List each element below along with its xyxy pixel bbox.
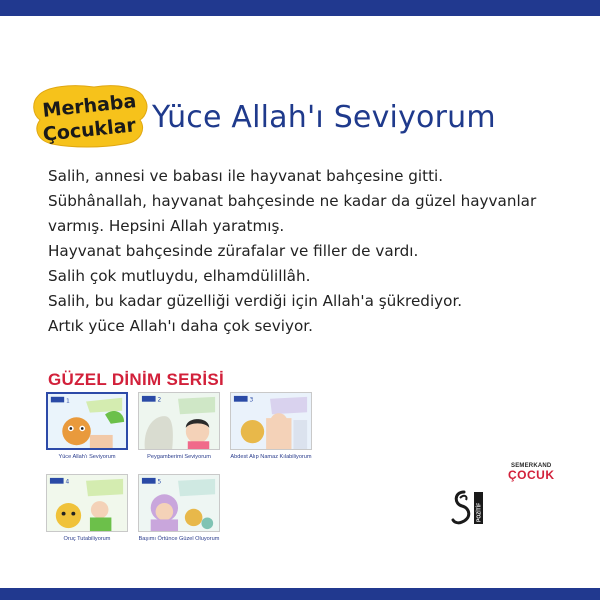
book-card-3[interactable] <box>230 392 312 460</box>
book-card-4[interactable] <box>46 474 128 542</box>
book-number: 2 <box>157 397 162 404</box>
book-cover <box>138 392 220 450</box>
book-title: Abdest Alıp Namaz Kılabiliyorum <box>230 454 312 460</box>
book-cover <box>46 474 128 532</box>
book-number: 1 <box>66 398 70 405</box>
bottom-band <box>0 588 600 600</box>
badge-line-1: Merhaba <box>41 90 138 122</box>
publisher-logo-text: POZİTİF <box>476 502 483 522</box>
book-cover <box>230 392 312 450</box>
book-title: Peygamberimi Seviyorum <box>147 454 211 460</box>
book-number: 3 <box>249 397 254 404</box>
book-title: Oruç Tutabiliyorum <box>63 536 111 542</box>
book-cover <box>138 474 220 532</box>
brand-line-1: SEMERKAND <box>511 463 552 469</box>
publisher-logo <box>450 488 490 528</box>
book-number: 4 <box>65 479 70 486</box>
brand-line-2: ÇOCUK <box>508 468 555 482</box>
book-series-grid <box>44 392 324 557</box>
story-line: Salih çok mutluydu, elhamdülillâh. <box>48 267 311 285</box>
top-band <box>0 0 600 16</box>
merhaba-cocuklar-badge <box>32 82 150 150</box>
book-title: Yüce Allah'ı Seviyorum <box>58 454 116 460</box>
story-line: Salih, annesi ve babası ile hayvanat bahçesine gitti. <box>48 167 444 185</box>
story-line: Artık yüce Allah'ı daha çok seviyor. <box>48 317 313 335</box>
book-card-1[interactable] <box>46 392 128 460</box>
story-text <box>48 166 578 341</box>
story-line: Salih, bu kadar güzelliği verdiği için Allah'a şükrediyor. <box>48 292 463 310</box>
book-card-5[interactable] <box>138 474 220 542</box>
series-title: GÜZEL DİNİM SERİSİ <box>48 370 225 389</box>
story-line: varmış. Hepsini Allah yaratmış. <box>48 217 285 235</box>
story-line: Hayvanat bahçesinde zürafalar ve filler de vardı. <box>48 242 419 260</box>
page-title: Yüce Allah'ı Seviyorum <box>152 100 496 135</box>
book-number: 5 <box>157 479 162 486</box>
badge-line-2: Çocuklar <box>41 114 137 146</box>
story-line: Sübhânallah, hayvanat bahçesinde ne kadar da güzel hayvanlar <box>48 192 537 210</box>
semerkand-cocuk-logo <box>508 463 555 481</box>
book-title: Başımı Örtünce Güzel Oluyorum <box>138 536 220 542</box>
book-cover <box>46 392 128 450</box>
book-card-2[interactable] <box>138 392 220 460</box>
